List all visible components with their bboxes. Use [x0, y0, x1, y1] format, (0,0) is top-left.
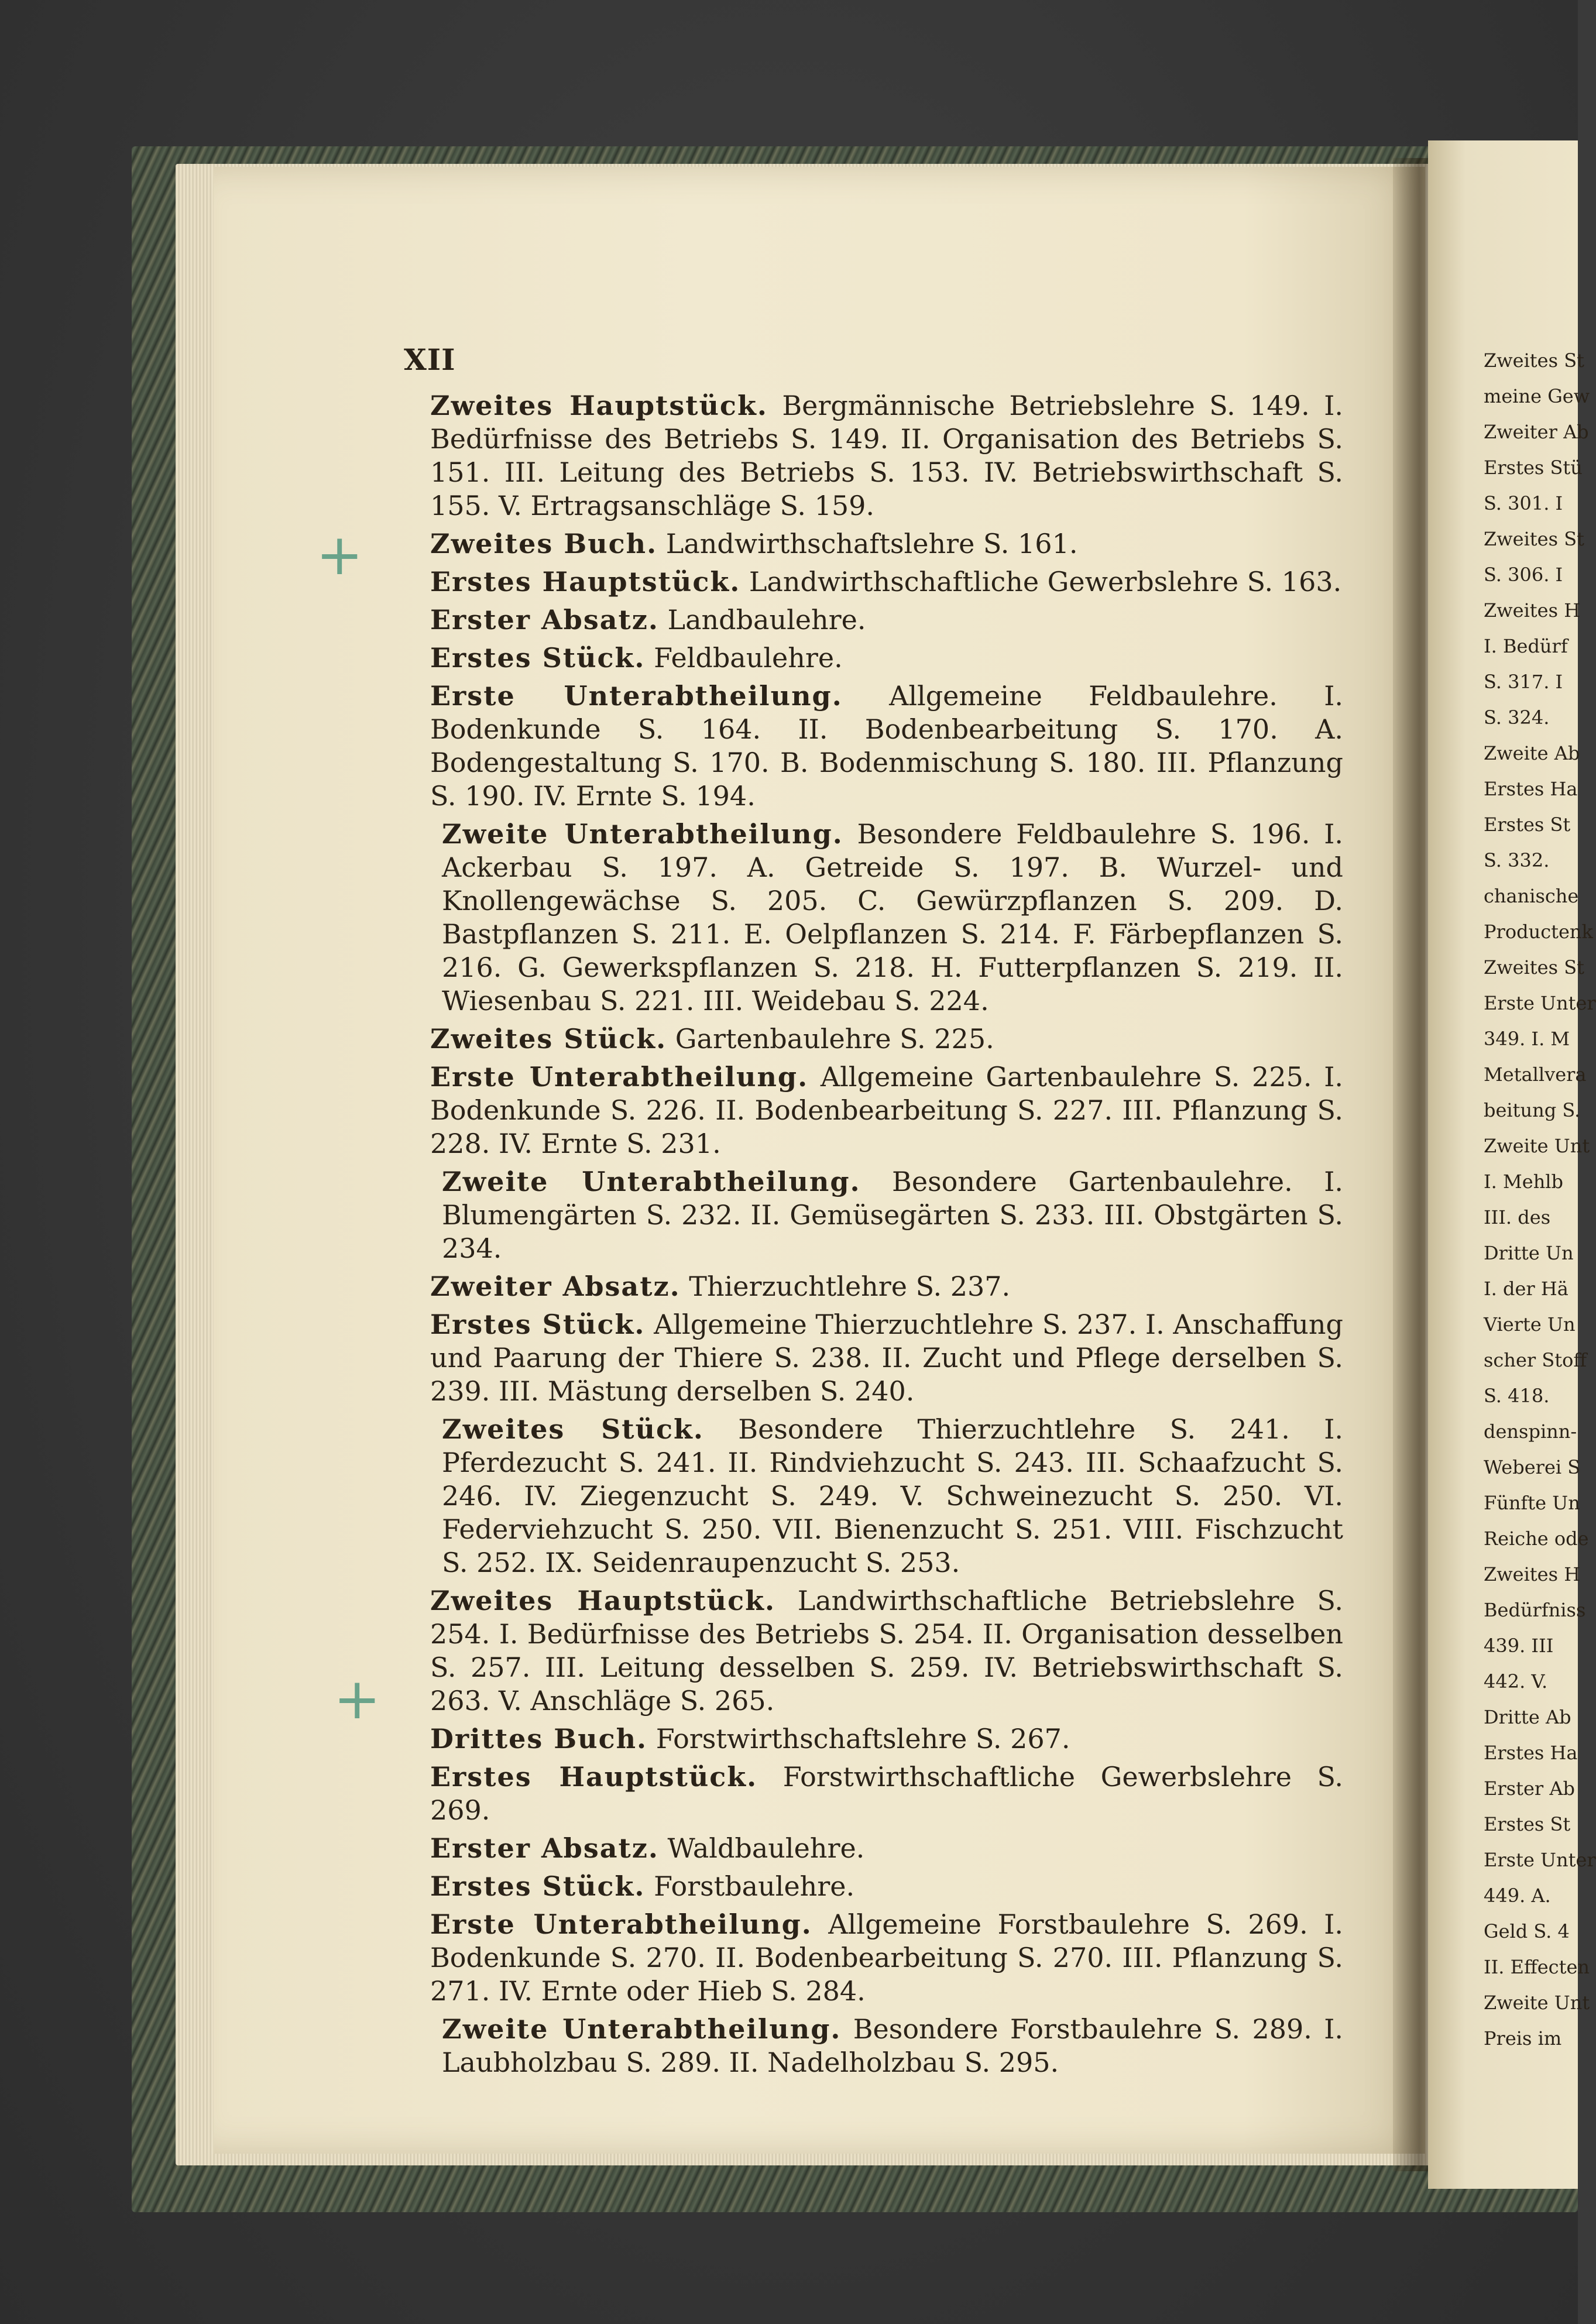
toc-entry	[430, 603, 1343, 637]
toc-entry-heading: Drittes Buch.	[430, 1723, 648, 1755]
toc-entry	[430, 1060, 1343, 1161]
toc-entry	[430, 565, 1343, 599]
toc-entry-heading: Erste Unterabtheilung.	[430, 1061, 809, 1093]
right-page-line: Erstes St	[1484, 813, 1571, 836]
toc-entry-heading: Erstes Stück.	[430, 1309, 646, 1340]
right-page-line: Bedürfniss	[1484, 1599, 1586, 1621]
toc-entry-heading: Erstes Stück.	[430, 1870, 646, 1902]
toc-entry	[430, 679, 1343, 813]
toc-entry-text: Landwirthschaftliche Betriebslehre S. 254. I. Bedürfnisse des Betriebs S. 254. II. Organisation desselben S. 257. III. Leitung desselben S. 259. IV. Betriebswirthschaft S. 263. V. Anschläge S. 265.	[430, 1585, 1344, 1717]
right-page-line: Zweite Ab	[1484, 742, 1580, 764]
toc-entry-text: Bergmännische Betriebslehre S. 149. I. Bedürfnisse des Betriebs S. 149. II. Organisation des Betriebs S. 151. III. Leitung des Betriebs S. 153. IV. Betriebswirthschaft S. 155. V. Ertragsanschläge S. 159.	[430, 390, 1343, 521]
toc-entry-text: Besondere Gartenbaulehre. I. Blumengärten S. 232. II. Gemüsegärten S. 233. III. Obstgärten S. 234.	[442, 1166, 1344, 1264]
toc-entry-heading: Erste Unterabtheilung.	[430, 1908, 812, 1940]
toc-entry-text: Forstwirthschaftslehre S. 267.	[655, 1723, 1070, 1755]
toc-entry-heading: Erste Unterabtheilung.	[430, 680, 843, 712]
right-page-line: Reiche ode	[1484, 1527, 1589, 1550]
right-page-line: Erstes St	[1484, 1813, 1571, 1835]
right-page-line: 442. V.	[1484, 1670, 1548, 1693]
margin-cross-mark: +	[316, 522, 363, 588]
toc-entry-heading: Erstes Stück.	[430, 642, 646, 674]
toc-entry-text: Allgemeine Thierzuchtlehre S. 237. I. Anschaffung und Paarung der Thiere S. 238. II. Zucht und Pflege derselben S. 239. III. Mästung derselben S. 240.	[430, 1309, 1343, 1407]
toc-entry	[430, 1022, 1343, 1056]
toc-entry-text: Allgemeine Forstbaulehre S. 269. I. Bodenkunde S. 270. II. Bodenbearbeitung S. 270. III. Pflanzung S. 271. IV. Ernte oder Hieb S. 284.	[430, 1908, 1344, 2007]
right-page-line: Zweite Unt	[1484, 1135, 1590, 1157]
toc-entry	[442, 1165, 1343, 1265]
toc-entry-heading: Erster Absatz.	[430, 1832, 659, 1864]
right-page-line: Zweites St	[1484, 956, 1584, 979]
right-page	[1428, 140, 1596, 2189]
right-page-line: Erster Ab	[1484, 1777, 1575, 1800]
right-page-line: 349. I. M	[1484, 1028, 1570, 1050]
toc-entry-text: Waldbaulehre.	[667, 1832, 865, 1864]
right-page-line: Erstes Ha	[1484, 1742, 1578, 1764]
right-page-line: Metallvera	[1484, 1063, 1587, 1086]
right-page-line: II. Effecten	[1484, 1956, 1590, 1978]
toc-entry-text: Landwirthschaftslehre S. 161.	[665, 528, 1078, 559]
right-page-line: III. des	[1484, 1206, 1551, 1228]
toc-entry-heading: Zweites Stück.	[430, 1023, 667, 1055]
toc-entry-heading: Zweites Buch.	[430, 528, 658, 559]
right-page-line: Erste Unter	[1484, 992, 1596, 1014]
right-page-line: Dritte Un	[1484, 1242, 1574, 1264]
right-page-line: Erstes Stü	[1484, 456, 1583, 479]
toc-entry-text: Thierzuchtlehre S. 237.	[689, 1271, 1011, 1302]
toc-entry	[442, 1413, 1343, 1580]
toc-entry	[430, 641, 1343, 675]
toc-entry-text: Forstwirthschaftliche Gewerbslehre S. 269.	[430, 1761, 1343, 1826]
toc-entry	[430, 1832, 1343, 1865]
right-page-line: S. 332.	[1484, 849, 1550, 871]
right-page-line: S. 324.	[1484, 706, 1550, 729]
right-page-line: S. 418.	[1484, 1385, 1550, 1407]
right-page-line: Productenk	[1484, 921, 1593, 943]
right-page-line: Zweiter Ab	[1484, 421, 1589, 443]
toc-entry-heading: Zweite Unterabtheilung.	[442, 1166, 861, 1197]
right-page-line: S. 301. I	[1484, 492, 1563, 514]
right-page-line: Weberei S	[1484, 1456, 1581, 1478]
toc-entry	[430, 527, 1343, 561]
right-page-line: scher Stoff	[1484, 1349, 1587, 1371]
toc-entry-text: Allgemeine Feldbaulehre. I. Bodenkunde S. 164. II. Bodenbearbeitung S. 170. A. Bodengestaltung S. 170. B. Bodenmischung S. 180. III. Pflanzung S. 190. IV. Ernte S. 194.	[430, 680, 1343, 812]
toc-entry	[430, 1908, 1343, 2008]
toc-entry-heading: Erstes Hauptstück.	[430, 1761, 758, 1793]
right-page-line: Zweites H	[1484, 1563, 1581, 1585]
right-page-line: Fünfte Un	[1484, 1492, 1580, 1514]
right-page-line: 439. III	[1484, 1635, 1554, 1657]
right-page-line: Zweite Unt	[1484, 1992, 1590, 2014]
right-page-line: Zweites St	[1484, 349, 1584, 372]
right-page-line: Erste Unter	[1484, 1849, 1596, 1871]
toc-entry	[430, 1308, 1343, 1408]
right-page-line: I. der Hä	[1484, 1278, 1568, 1300]
toc-entry-text: Gartenbaulehre S. 225.	[675, 1023, 994, 1055]
toc-entry-heading: Erster Absatz.	[430, 604, 659, 636]
right-page-line: meine Gew	[1484, 385, 1590, 407]
toc-entry	[430, 1270, 1343, 1303]
page-number: XII	[404, 342, 456, 377]
right-page-line: Zweites St	[1484, 528, 1584, 550]
toc-entry-heading: Zweiter Absatz.	[430, 1271, 681, 1302]
toc-entry-heading: Zweite Unterabtheilung.	[442, 2013, 842, 2045]
right-page-line: beitung S.	[1484, 1099, 1581, 1121]
right-page-line: chanische	[1484, 885, 1579, 907]
toc-entry-heading: Erstes Hauptstück.	[430, 566, 741, 598]
right-page-line: Zweites H	[1484, 599, 1581, 622]
toc-entry-text: Besondere Feldbaulehre S. 196. I. Ackerbau S. 197. A. Getreide S. 197. B. Wurzel- und Knollengewächse S. 205. C. Gewürzpflanzen S. 209. D. Bastpflanzen S. 211. E. Oelpflanzen S. 214. F. Färbepflanzen S. 216. G. Gewerkspflanzen S. 218. H. Futterpflanzen S. 219. II. Wiesenbau S. 221. III. Weidebau S. 224.	[442, 818, 1344, 1017]
right-page-line: Vierte Un	[1484, 1313, 1576, 1336]
toc-entry-heading: Zweite Unterabtheilung.	[442, 818, 843, 850]
toc-entry-text: Landwirthschaftliche Gewerbslehre S. 163.	[749, 566, 1342, 598]
right-page-line: S. 306. I	[1484, 564, 1563, 586]
toc-entry-text: Allgemeine Gartenbaulehre S. 225. I. Bodenkunde S. 226. II. Bodenbearbeitung S. 227. III. Pflanzung S. 228. IV. Ernte S. 231.	[430, 1061, 1344, 1159]
right-page-line: Preis im	[1484, 2027, 1562, 2050]
right-page-line: Erstes Ha	[1484, 778, 1578, 800]
toc-entry	[442, 818, 1343, 1018]
toc-entry	[442, 2013, 1343, 2079]
right-page-line: denspinn-	[1484, 1420, 1577, 1443]
toc-entry-heading: Zweites Hauptstück.	[430, 1585, 776, 1616]
right-page-line: Geld S. 4	[1484, 1920, 1570, 1942]
right-page-line: S. 317. I	[1484, 671, 1563, 693]
toc-entry	[430, 1870, 1343, 1903]
toc-entry	[430, 389, 1343, 523]
margin-cross-mark: +	[334, 1666, 381, 1732]
right-page-line: I. Mehlb	[1484, 1170, 1564, 1193]
toc-entry-heading: Zweites Stück.	[442, 1413, 704, 1445]
toc-entry	[430, 1584, 1343, 1718]
toc-entry-heading: Zweites Hauptstück.	[430, 390, 768, 421]
right-page-line: I. Bedürf	[1484, 635, 1568, 657]
toc-entry-text: Forstbaulehre.	[654, 1870, 855, 1902]
right-page-line: 449. A.	[1484, 1884, 1551, 1907]
toc-entry-text: Besondere Forstbaulehre S. 289. I. Laubholzbau S. 289. II. Nadelholzbau S. 295.	[442, 2013, 1344, 2078]
toc-entry	[430, 1760, 1343, 1827]
toc-entry-text: Besondere Thierzuchtlehre S. 241. I. Pferdezucht S. 241. II. Rindviehzucht S. 243. III. Schaafzucht S. 246. IV. Ziegenzucht S. 249. V. Schweinezucht S. 250. VI. Federviehzucht S. 250. VII. Bienenzucht S. 251. VIII. Fischzucht S. 252. IX. Seidenraupenzucht S. 253.	[442, 1413, 1344, 1578]
toc-entry	[430, 1722, 1343, 1756]
toc-entry-text: Landbaulehre.	[667, 604, 866, 636]
table-of-contents	[430, 389, 1343, 2084]
toc-entry-text: Feldbaulehre.	[654, 642, 843, 674]
right-page-line: Dritte Ab	[1484, 1706, 1571, 1728]
